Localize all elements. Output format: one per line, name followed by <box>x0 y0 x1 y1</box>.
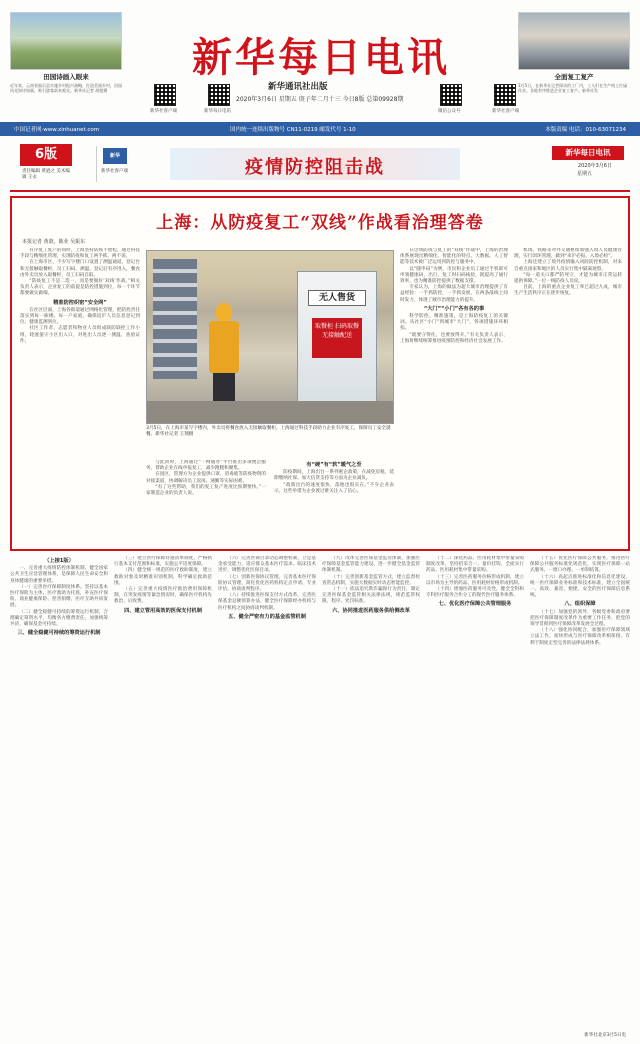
helmet <box>216 303 232 321</box>
subheading: 有“硬”有“软”暖气之至 <box>306 462 362 468</box>
xinhua-logo-icon: 新华 <box>103 148 127 164</box>
feature-column-1 <box>20 248 140 546</box>
paragraph: 目前，上海的重点企业复工率已超过九成，城市生产生活秩序正在逐步恢复。 <box>514 285 622 297</box>
qr-label: 新华社客户端 <box>492 109 519 114</box>
paragraph: “既要守得住，也要放得开。”有关负责人表示，上海将继续统筹推进疫情防控和经济社会发展工作。 <box>400 332 508 344</box>
masthead <box>10 8 630 126</box>
paragraph: （十八）强化协同配合，加强医疗保障领域立法工作，加快形成与医疗保障改革相衔接、有利于制度定型完善的法律法规体系。 <box>530 628 630 646</box>
issue-meta: 2020年3月6日 星期五 庚子年二月十三 今日8版 总第09928期 <box>236 96 404 103</box>
paragraph: 在这场防疫与复工的“双线”作战中，上海的治理体系展现出精细化、智能化的特点。大数据、人工智能等技术被广泛运用到防控与服务中。 <box>400 248 508 266</box>
paragraph: （九）改革完善医保基金监管体制，加强医疗保障基金监管能力建设，进一步健全基金监管体制机制。 <box>322 556 420 574</box>
qr-label: 新华社客户端 <box>150 109 177 114</box>
continued-marker: （上接1版） <box>44 558 74 564</box>
paragraph: 在社区层面，上海各街道通过网格化管理，把防控责任落实到每一栋楼、每一户家庭，确保返沪人员信息登记到位、健康监测到位。 <box>20 307 140 326</box>
section-date: 2020年3月6日 <box>577 163 612 169</box>
right-story-caption: 全面复工复产 <box>554 73 594 81</box>
paragraph: （五）完善重大疫情医疗救治费用保障机制，在突发疫情等紧急情况时，确保医疗机构先救治、后收费。 <box>114 587 212 605</box>
qr-code-icon[interactable] <box>494 84 516 106</box>
qr-label: 新华每日电讯 <box>204 109 231 114</box>
paragraph: 机场、铁路等对外交通枢纽加强入境人员健康管理，实行闭环管理，做到“来沪必报、入境必检”。 <box>514 248 622 260</box>
paragraph: “政策出台的速度很快，落地也很实在。”不少企业表示，这些举措为企业渡过难关注入了信心。 <box>274 482 394 494</box>
lower-column-1 <box>10 556 108 1026</box>
section-weekday: 星期五 <box>576 171 592 177</box>
paragraph: 一、完善重大疫情防控体制机制，健全国家公共卫生应急管理体系，是保障人民生命安全和身体健康的重要举措。 <box>10 566 108 584</box>
subheading: 七、优化医疗保障公共管理服务 <box>438 601 512 608</box>
page-number-badge: 6版 <box>20 144 72 166</box>
strip-website: 中国记者网·www.xinhuanet.com <box>14 127 100 133</box>
paragraph: （二）健全稳健可持续的筹资运行机制，合理确定筹资水平，均衡各方缴费责任，加强统筹共济，确保基金可持续。 <box>10 609 108 628</box>
lower-column-5 <box>426 556 524 1026</box>
left-story-text: 近年来，云南省福贡县实施乡村振兴战略，打造美丽乡村，田园风光如诗如画，吸引游客前来观光。新华社记者 胡超摄 <box>10 83 122 94</box>
delivery-worker-figure <box>205 303 243 413</box>
xinhua-app-logo <box>96 146 144 182</box>
paragraph: “每一道关口都严防死守，才能为城市正常运转提供保障。”一位一线防疫人员说。 <box>514 272 622 285</box>
qr-label: 微信公众号 <box>438 109 461 114</box>
qr-code-icon[interactable] <box>154 84 176 106</box>
paragraph: （十二）深化药品、医用耗材集中带量采购制度改革，坚持招采合一、量价挂钩，全面实行药品、医用耗材集中带量采购。 <box>426 556 524 574</box>
paragraph: （十六）高起点推进标准化和信息化建设，统一医疗保障业务标准和技术标准，建立全国统一、高效、兼容、便捷、安全的医疗保障信息系统。 <box>530 574 630 599</box>
paragraph: 在上海市区，不少写字楼门口设置了测温通道、登记台和无接触取餐柜，员工扫码、测温、登记后有序进入，餐食由外卖员放入取餐柜，员工扫码自取。 <box>20 260 140 278</box>
publisher: 新华通讯社出版 <box>268 82 328 92</box>
section-header <box>10 140 630 192</box>
paragraph: （十七）加强党的领导，各级党委和政府要把医疗保障制度改革作为重要工作任务，把党的领导贯彻到医疗保障改革发展全过程。 <box>530 609 630 628</box>
qr-code-icon[interactable] <box>208 84 230 106</box>
cabinet-sign: 无人售货 <box>308 290 366 306</box>
paragraph: 防疫期间，上海出台一系列惠企政策，在减免房租、延期缴纳社保、加大信贷支持等方面为企业减负。 <box>274 470 394 482</box>
paragraph: 社区工作者、志愿者和物业人员组成联防联控工作小组，轮流值守小区出入口，对进出人员逐一测温、查验证件。 <box>20 326 140 344</box>
subheading: 三、健全稳健可持续的筹资运行机制 <box>17 630 101 637</box>
info-strip <box>0 122 640 136</box>
cabinet-panel: 取餐柜 扫码取餐 无接触配送 <box>312 318 362 358</box>
strip-contact: 本版责编 电话：010-63071234 <box>545 127 626 133</box>
paragraph: “防疫复工不是二选一，而是要做好‘双线’作战。”相关负责人表示，企业复工的前提是防控措施到位，每一个环节都要做实做细。 <box>20 279 140 297</box>
feature-headline: 上海：从防疫复工“双线”作战看治理答卷 <box>156 213 484 233</box>
subheading: 五、健全严密有力的基金监管机制 <box>228 613 306 620</box>
section-banner <box>170 148 460 180</box>
feature-column-2b <box>274 460 394 546</box>
paragraph: （三）建立医疗保障待遇清单制度，严格执行基本支付范围和标准，实施公平适度保障。 <box>114 556 212 568</box>
feature-article <box>10 196 630 551</box>
subheading: 精准防控织密“安全网” <box>53 299 107 306</box>
paragraph: 科学防控、精准施策，是上海防疫复工的关键词。从社区“小门”到城市“大门”，各项措施环环相扣。 <box>400 314 508 332</box>
paragraph: （十四）增强医药服务可及性，健全全科和专科医疗服务合作分工的现代医疗服务体系。 <box>426 587 524 599</box>
right-story-text: 3月5日，在新华社记者探访的工厂内，工人们在生产线上忙碌作业。各地有序推进企业复工复产。新华社发 <box>518 83 628 94</box>
paragraph: “有了这些帮助，我们的复工复产进度比预期要快。”一家制造企业的负责人说。 <box>146 484 266 497</box>
left-story-caption: 田园诗画入眼来 <box>43 73 89 81</box>
right-story-photo <box>518 12 630 70</box>
lower-column-6 <box>530 556 630 1026</box>
paragraph: 有序复工复产的同时，上海坚持防疫不放松，通过科技手段与精细化管理，实现防疫和复工两手抓、两不误。 <box>20 248 140 260</box>
photo-caption: 3月5日，在上海市某写字楼内，外卖员将餐食放入无接触取餐柜。上海通过科技手段助力企业有序复工，保障员工安全就餐。新华社记者 王翔摄 <box>146 426 391 437</box>
paragraph: 与此同时，上海通过“一网通办”平台推出多项便企服务，帮助企业在线申报复工，减少跑腿和聚集。 <box>146 460 266 472</box>
paragraph: 专家认为，上海的做法为超大城市治理提供了有益经验：一手抓防控，一手抓发展，在两条战线上同时发力，体现了城市治理能力的提升。 <box>400 285 508 303</box>
paragraph: （十五）优化医疗保障公共服务，推进医疗保障公共服务标准化规范化，实现医疗保障一站式服务、一窗口办理、一单制结算。 <box>530 556 630 574</box>
lower-column-4 <box>322 556 420 1026</box>
subheading: “大门”“小门”各有各的事 <box>423 305 485 312</box>
shelf-graphic <box>153 259 197 379</box>
feature-column-4 <box>514 248 622 546</box>
paragraph: （四）健全统一规范的医疗救助制度，建立救助对象及时精准识别机制，科学确定救助范围。 <box>114 568 212 586</box>
paragraph: （七）创新医保协议管理，完善基本医疗保险协议管理，简化优化医药机构定点申请、专业评估、协商谈判程序。 <box>218 574 316 593</box>
left-story-photo <box>10 12 122 70</box>
feature-photo <box>146 250 394 424</box>
section-banner-title: 疫情防控阻击战 <box>245 157 385 178</box>
xinhua-logo-label: 新华社客户端 <box>101 169 128 174</box>
strip-issn: 国内统一连续出版物号 CN11-0219 邮发代号 1-10 <box>230 127 356 133</box>
paper-name-tag: 新华每日电讯 <box>552 146 624 160</box>
subheading: 八、组织保障 <box>564 601 596 608</box>
paragraph: （八）持续推进医保支付方式改革，完善医保基金总额预算办法，健全医疗保障经办机构与医疗机构之间协商谈判机制。 <box>218 593 316 611</box>
paragraph: （十一）依法追究欺诈骗保行为责任，制定完善医保基金监管相关法律法规，规范监管权限、程序、处罚标准。 <box>322 587 420 605</box>
section-editor: 责任编辑 黄逊之 美术编辑 王永 <box>22 169 70 180</box>
dateline: 新华社北京3月5日电 <box>584 1033 626 1038</box>
lower-article <box>10 556 630 1034</box>
feature-byline: 本报记者 黄歆、陈业 吴振东 <box>22 239 86 245</box>
feature-column-3 <box>400 248 508 546</box>
subheading: 六、协同推进医药服务供给侧改革 <box>332 607 410 614</box>
paragraph: （十三）完善医药服务价格形成机制，建立以市场为主导的药品、医用耗材价格形成机制。 <box>426 574 524 586</box>
feature-column-2 <box>146 460 266 546</box>
paragraph: 以“随申码”为例，市民和企业员工通过手机即可申领健康码，出行、复工时扫码核验，既提高了通行效率，也为精准防控提供了数据支撑。 <box>400 266 508 285</box>
lower-column-3 <box>218 556 316 1026</box>
floor <box>147 401 393 423</box>
paragraph: 在园区，管理方为企业提供口罩、消毒液等防疫物资的对接渠道，协调解决员工返岗、通勤等实际困难。 <box>146 472 266 484</box>
paragraph: （一）完善医疗保障制度体系。坚持以基本医疗保险为主体，医疗救助为托底，补充医疗保险、商业健康保险、慈善捐赠、医疗互助共同发展。 <box>10 584 108 609</box>
pickup-cabinet <box>297 271 377 411</box>
paragraph: （六）完善医保目录动态调整机制，立足基金承受能力，适应群众基本医疗需求、临床技术进步，调整优化医保目录。 <box>218 556 316 574</box>
paragraph: （十）完善创新基金监管方式，建立监督检查常态机制，实施大数据实时动态智能监控。 <box>322 574 420 586</box>
newspaper-title: 新华每日电讯 <box>192 34 450 81</box>
jacket <box>209 321 239 373</box>
lower-column-2 <box>114 556 212 1026</box>
qr-code-icon[interactable] <box>440 84 462 106</box>
paragraph: 上海还建立了境外疫情输入风险防控机制，对来自重点国家和地区的人员实行集中隔离观察。 <box>514 260 622 272</box>
subheading: 四、建立管用高效的医保支付机制 <box>124 607 202 614</box>
